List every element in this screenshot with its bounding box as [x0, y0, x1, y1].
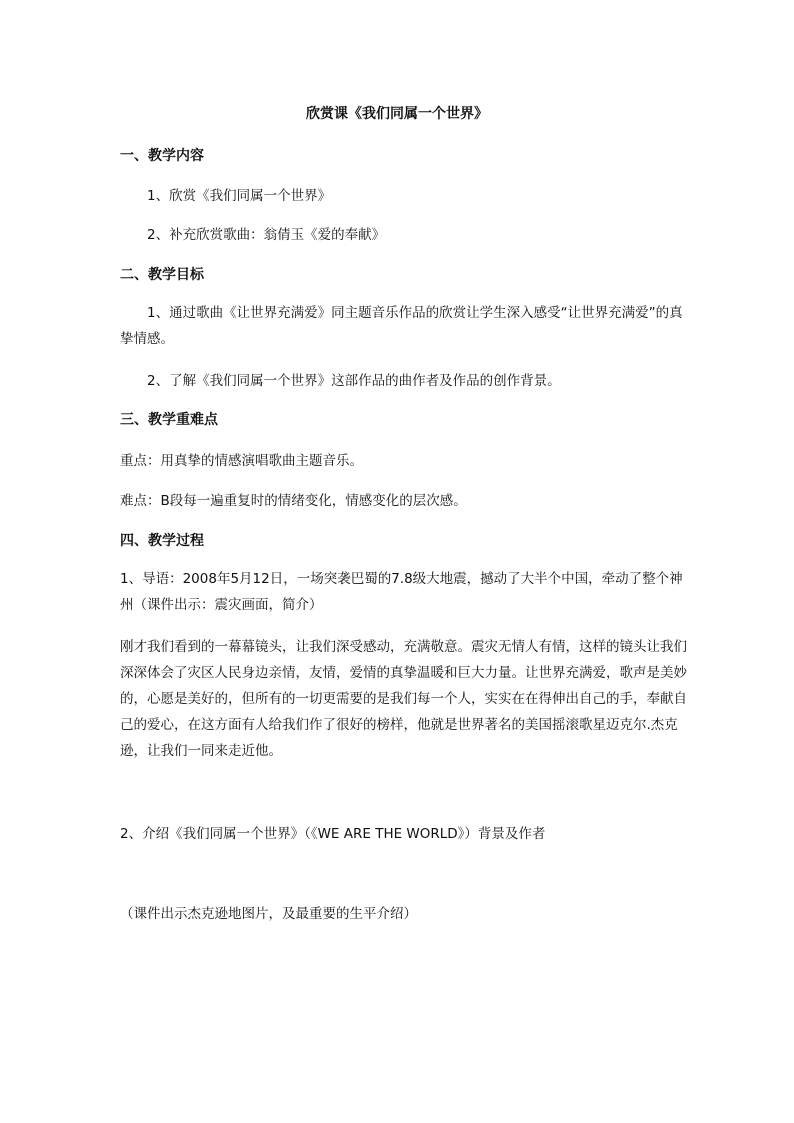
- key-point-text: 重点：用真挚的情感演唱歌曲主题音乐。: [120, 453, 363, 469]
- section-heading-teaching-goals: 二、教学目标: [120, 267, 204, 283]
- section-heading-teaching-process: 四、教学过程: [120, 533, 204, 549]
- section-heading-key-difficult-points: 三、教学重难点: [120, 412, 218, 428]
- process-step-2: 2、介绍《我们同属一个世界》（《WE ARE THE WORLD》）背景及作者: [120, 826, 546, 842]
- content-item-1: 1、欣赏《我们同属一个世界》: [147, 188, 332, 204]
- content-item-2: 2、补充欣赏歌曲：翁倩玉《爱的奉献》: [147, 227, 386, 243]
- goal-item-1: 1、通过歌曲《让世界充满爱》同主题音乐作品的欣赏让学生深入感受“让世界充满爱”的真挚情感。: [120, 305, 683, 347]
- process-narration-paragraph: 刚才我们看到的一幕幕镜头，让我们深受感动，充满敬意。震灾无情人有情，这样的镜头让我们深深体会了灾区人民身边亲情，友情，爱情的真挚温暖和巨大力量。让世界充满爱，歌声是美妙的，心愿是美好的，但所有的一切更需要的是我们每一个人，实实在在得伸出自己的手，奉献自己的爱心，在这方面有人给我们作了很好的榜样，他就是世界著名的美国摇滚歌星迈克尔.杰克逊，让我们一同来走近他。: [120, 639, 687, 759]
- section-heading-teaching-content: 一、教学内容: [120, 148, 204, 164]
- goal-item-2: 2、了解《我们同属一个世界》这部作品的曲作者及作品的创作背景。: [147, 373, 561, 389]
- difficulty-text: 难点：B段每一遍重复时的情绪变化，情感变化的层次感。: [120, 493, 467, 509]
- process-step-1-intro: 1、导语：2008年5月12日，一场突袭巴蜀的7.8级大地震，撼动了大半个中国，牵动了整个神州（课件出示：震灾画面，简介）: [120, 571, 683, 613]
- courseware-note: （课件出示杰克逊地图片，及最重要的生平介绍）: [120, 906, 417, 922]
- document-title: 欣赏课《我们同属一个世界》: [306, 106, 488, 122]
